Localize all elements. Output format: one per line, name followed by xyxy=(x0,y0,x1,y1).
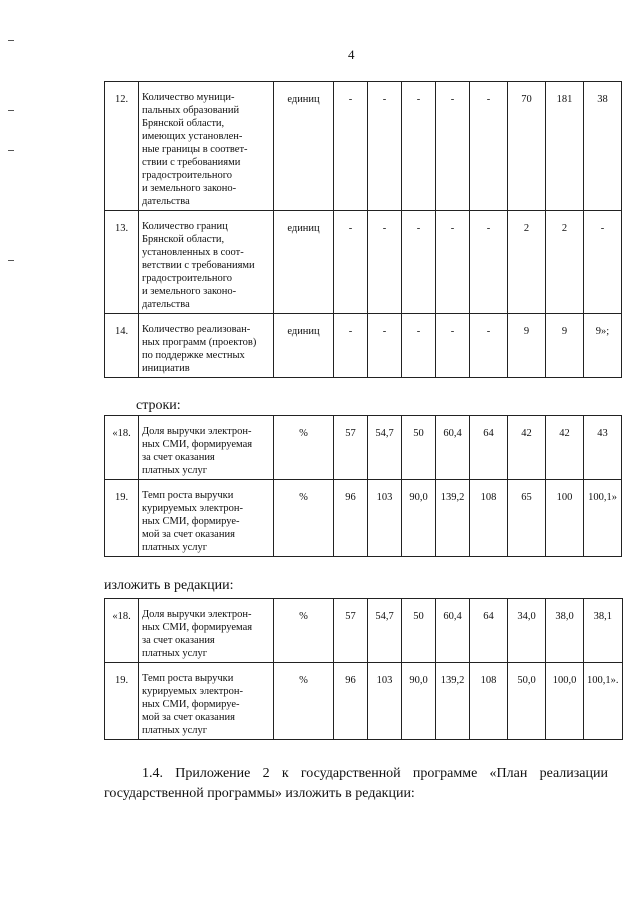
unit-cell: % xyxy=(274,416,334,480)
value-cell: 139,2 xyxy=(436,480,470,557)
row-number-cell: «18. xyxy=(105,599,139,663)
row-number-cell: 14. xyxy=(105,314,139,378)
indicator-name-cell: Темп роста выручки курируемых электрон- ных СМИ, формируе- мой за счет оказания платных услуг xyxy=(139,663,274,740)
unit-cell: единиц xyxy=(274,314,334,378)
value-cell: 90,0 xyxy=(402,480,436,557)
value-cell: - xyxy=(368,211,402,314)
value-cell: - xyxy=(334,82,368,211)
row-number-cell: 12. xyxy=(105,82,139,211)
value-cell: 9»; xyxy=(584,314,622,378)
row-number-cell: «18. xyxy=(105,416,139,480)
value-cell: 90,0 xyxy=(402,663,436,740)
value-cell: - xyxy=(334,314,368,378)
table-row xyxy=(105,416,622,480)
unit-cell: % xyxy=(274,599,334,663)
value-cell: 54,7 xyxy=(368,599,402,663)
value-cell: 100,0 xyxy=(546,663,584,740)
value-cell: 103 xyxy=(368,480,402,557)
table-row xyxy=(105,211,622,314)
value-cell: - xyxy=(470,82,508,211)
value-cell: 96 xyxy=(334,663,368,740)
unit-cell: % xyxy=(274,480,334,557)
value-cell: - xyxy=(368,314,402,378)
value-cell: 60,4 xyxy=(436,599,470,663)
value-cell: 2 xyxy=(508,211,546,314)
value-cell: 50 xyxy=(402,416,436,480)
value-cell: 65 xyxy=(508,480,546,557)
caption-lines: строки: xyxy=(136,398,181,413)
value-cell: 50,0 xyxy=(508,663,546,740)
value-cell: 181 xyxy=(546,82,584,211)
value-cell: - xyxy=(470,314,508,378)
value-cell: - xyxy=(402,314,436,378)
value-cell: - xyxy=(402,82,436,211)
value-cell: - xyxy=(436,211,470,314)
value-cell: 60,4 xyxy=(436,416,470,480)
value-cell: 43 xyxy=(584,416,622,480)
value-cell: 9 xyxy=(508,314,546,378)
table-row xyxy=(105,663,623,740)
value-cell: 42 xyxy=(546,416,584,480)
old-rows-table xyxy=(104,415,622,557)
indicator-name-cell: Доля выручки электрон- ных СМИ, формируемая за счет оказания платных услуг xyxy=(139,416,274,480)
value-cell: 139,2 xyxy=(436,663,470,740)
value-cell: 100,1». xyxy=(584,663,623,740)
value-cell: - xyxy=(402,211,436,314)
indicator-name-cell: Темп роста выручки курируемых электрон- ных СМИ, формируе- мой за счет оказания платных услуг xyxy=(139,480,274,557)
value-cell: 38,0 xyxy=(546,599,584,663)
table-row xyxy=(105,314,622,378)
indicator-name-cell: Количество границ Брянской области, установленных в соот- ветствии с требованиями градостроительного и земельного законо- дательства xyxy=(139,211,274,314)
row-number-cell: 19. xyxy=(105,480,139,557)
indicator-name-cell: Доля выручки электрон- ных СМИ, формируемая за счет оказания платных услуг xyxy=(139,599,274,663)
value-cell: - xyxy=(334,211,368,314)
value-cell: 64 xyxy=(470,599,508,663)
value-cell: 57 xyxy=(334,416,368,480)
value-cell: 64 xyxy=(470,416,508,480)
indicator-name-cell: Количество муници- пальных образований Брянской области, имеющих установлен- ные границы в соответ- ствии с требованиями градостроительного и земельного законо- дательства xyxy=(139,82,274,211)
value-cell: 108 xyxy=(470,480,508,557)
unit-cell: единиц xyxy=(274,82,334,211)
value-cell: 34,0 xyxy=(508,599,546,663)
value-cell: 96 xyxy=(334,480,368,557)
value-cell: 50 xyxy=(402,599,436,663)
margin-marks xyxy=(8,0,18,905)
new-rows-table xyxy=(104,598,623,740)
row-number-cell: 13. xyxy=(105,211,139,314)
caption-edit: изложить в редакции: xyxy=(104,578,234,593)
indicators-table xyxy=(104,81,622,378)
unit-cell: единиц xyxy=(274,211,334,314)
page-number: 4 xyxy=(348,47,355,62)
value-cell: 70 xyxy=(508,82,546,211)
value-cell: 103 xyxy=(368,663,402,740)
value-cell: - xyxy=(584,211,622,314)
value-cell: 38,1 xyxy=(584,599,623,663)
value-cell: - xyxy=(436,82,470,211)
table-row xyxy=(105,599,623,663)
table-row xyxy=(105,82,622,211)
value-cell: 108 xyxy=(470,663,508,740)
value-cell: 2 xyxy=(546,211,584,314)
value-cell: 38 xyxy=(584,82,622,211)
value-cell: 100 xyxy=(546,480,584,557)
row-number-cell: 19. xyxy=(105,663,139,740)
value-cell: 42 xyxy=(508,416,546,480)
value-cell: - xyxy=(436,314,470,378)
amendment-paragraph: 1.4. Приложение 2 к государственной программе «План реализации государственной программы» изложить в редакции: xyxy=(104,766,608,801)
value-cell: 9 xyxy=(546,314,584,378)
value-cell: 54,7 xyxy=(368,416,402,480)
value-cell: 57 xyxy=(334,599,368,663)
value-cell: - xyxy=(368,82,402,211)
indicator-name-cell: Количество реализован- ных программ (проектов) по поддержке местных инициатив xyxy=(139,314,274,378)
unit-cell: % xyxy=(274,663,334,740)
table-row xyxy=(105,480,622,557)
value-cell: - xyxy=(470,211,508,314)
value-cell: 100,1» xyxy=(584,480,622,557)
